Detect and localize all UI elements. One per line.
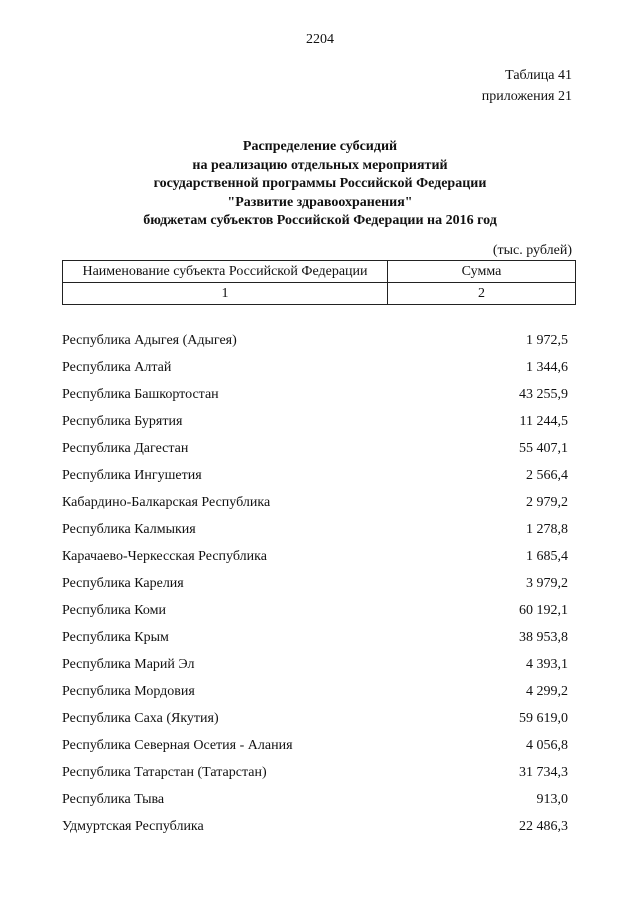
table-row [62, 516, 568, 543]
subsidy-amount: 2 979,2 [526, 495, 568, 510]
column-header-amount: Сумма [388, 261, 576, 283]
appendix-reference [482, 65, 572, 107]
table-row [62, 570, 568, 597]
subsidy-amount: 1 972,5 [526, 333, 568, 348]
column-number-row [63, 283, 576, 305]
region-name: Республика Башкортостан [62, 387, 219, 402]
table-row [62, 786, 568, 813]
table-row [62, 435, 568, 462]
table-row [62, 381, 568, 408]
table-row [62, 543, 568, 570]
title-line: Распределение субсидий [242, 139, 398, 154]
region-name: Республика Бурятия [62, 414, 183, 429]
page-number: 2204 [306, 32, 334, 47]
table-row [62, 732, 568, 759]
subsidy-amount: 60 192,1 [519, 603, 568, 618]
header-row [63, 261, 576, 283]
region-name: Республика Крым [62, 630, 169, 645]
units-note: (тыс. рублей) [492, 243, 572, 258]
subsidy-amount: 38 953,8 [519, 630, 568, 645]
region-name: Кабардино-Балкарская Республика [62, 495, 271, 510]
column-header-name: Наименование субъекта Российской Федерации [63, 261, 388, 283]
subsidy-amount: 22 486,3 [519, 819, 568, 834]
subsidy-amount: 4 056,8 [526, 738, 568, 753]
subsidy-amount: 1 344,6 [526, 360, 568, 375]
table-row [62, 327, 568, 354]
region-name: Республика Ингушетия [62, 468, 202, 483]
subsidy-amount: 1 278,8 [526, 522, 568, 537]
subsidy-amount: 55 407,1 [519, 441, 568, 456]
region-name: Республика Калмыкия [62, 522, 196, 537]
region-name: Республика Адыгея (Адыгея) [62, 333, 237, 348]
table-row [62, 462, 568, 489]
table-row [62, 759, 568, 786]
subsidy-amount: 2 566,4 [526, 468, 568, 483]
region-name: Республика Мордовия [62, 684, 195, 699]
title-line: государственной программы Российской Федерации [153, 176, 487, 191]
table-row [62, 354, 568, 381]
subsidy-amount: 11 244,5 [519, 414, 568, 429]
subsidy-amount: 913,0 [536, 792, 568, 807]
appendix-number: приложения 21 [481, 89, 572, 104]
subsidy-amount: 3 979,2 [526, 576, 568, 591]
subsidy-amount: 43 255,9 [519, 387, 568, 402]
region-name: Республика Дагестан [62, 441, 189, 456]
table-body [62, 327, 568, 840]
document-title [0, 138, 640, 231]
table-row [62, 813, 568, 840]
region-name: Республика Марий Эл [62, 657, 195, 672]
table-row [62, 489, 568, 516]
table-number: Таблица 41 [505, 68, 572, 83]
table-row [62, 408, 568, 435]
column-number-2: 2 [388, 283, 576, 305]
column-number-1: 1 [63, 283, 388, 305]
region-name: Республика Татарстан (Татарстан) [62, 765, 267, 780]
subsidy-amount: 1 685,4 [526, 549, 568, 564]
region-name: Удмуртская Республика [62, 819, 204, 834]
table-row [62, 597, 568, 624]
subsidy-amount: 4 299,2 [526, 684, 568, 699]
region-name: Республика Алтай [62, 360, 172, 375]
table-row [62, 705, 568, 732]
subsidy-amount: 59 619,0 [519, 711, 568, 726]
region-name: Республика Тыва [62, 792, 165, 807]
table-row [62, 624, 568, 651]
subsidy-amount: 31 734,3 [519, 765, 568, 780]
subsidy-amount: 4 393,1 [526, 657, 568, 672]
region-name: Республика Саха (Якутия) [62, 711, 219, 726]
region-name: Карачаево-Черкесская Республика [62, 549, 267, 564]
region-name: Республика Карелия [62, 576, 184, 591]
title-line: "Развитие здравоохранения" [227, 194, 413, 210]
title-line: бюджетам субъектов Российской Федерации на 2016 год [143, 213, 497, 228]
region-name: Республика Северная Осетия - Алания [62, 738, 293, 753]
title-line: на реализацию отдельных мероприятий [192, 157, 448, 173]
table-row [62, 651, 568, 678]
table-header [62, 260, 576, 305]
region-name: Республика Коми [62, 603, 166, 618]
table-row [62, 678, 568, 705]
